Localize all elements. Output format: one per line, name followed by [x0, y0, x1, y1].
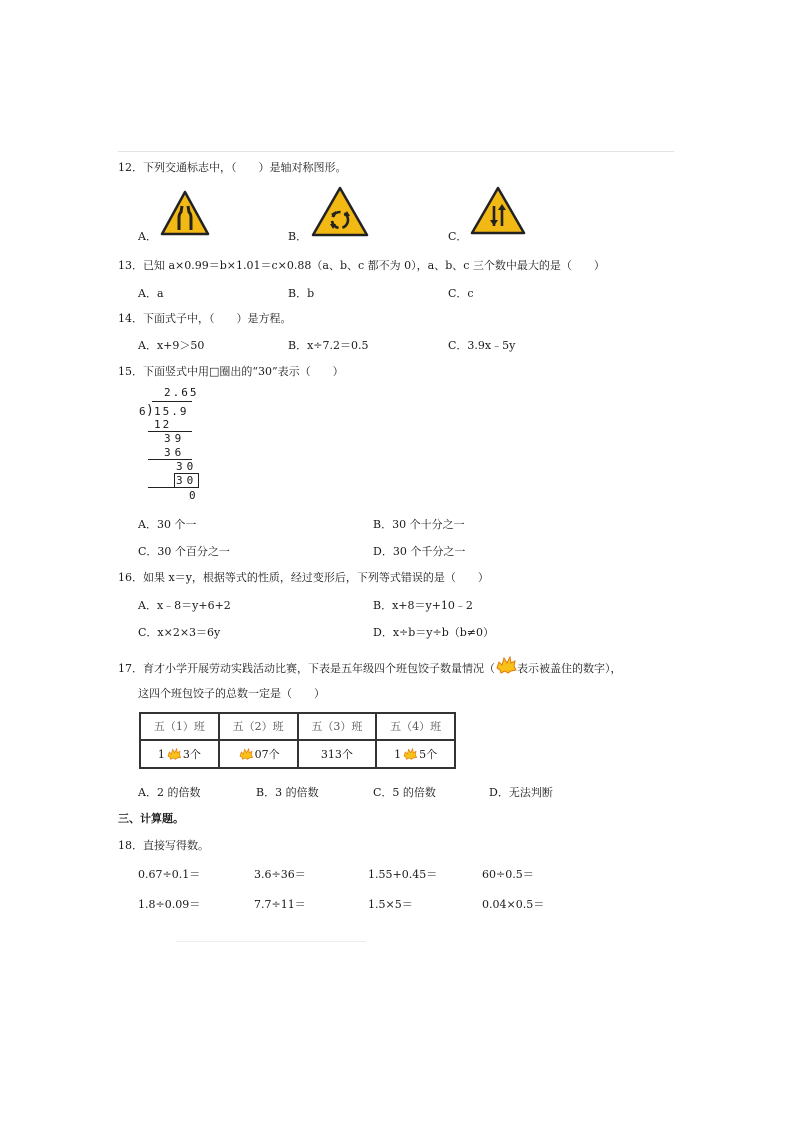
division-dividend: 15.9: [154, 405, 189, 418]
q13-stem: 13．已知 a×0.99＝b×1.01＝c×0.88（a、b、c 都不为 0），a、b、c 三个数中最大的是（ ）: [118, 259, 605, 272]
table-header: 五（4）班: [376, 713, 455, 740]
dumpling-table: [139, 712, 456, 769]
q14-option-a: A．x+9＞50: [138, 339, 205, 352]
q15-option-a: A．30 个一: [138, 518, 197, 531]
table-cell: 1 3个: [140, 740, 219, 768]
q15-option-c: C．30 个百分之一: [138, 545, 230, 558]
q17-option-a: A．2 的倍数: [138, 786, 201, 799]
q12-option-a-label: A．: [138, 230, 157, 243]
q14-option-b: B．x÷7.2＝0.5: [288, 339, 369, 352]
blot-icon: [401, 748, 419, 760]
table-cell: 313个: [298, 740, 377, 768]
blot-icon: [495, 656, 517, 674]
division-row: 39: [164, 432, 186, 445]
table-header-row: [140, 713, 455, 740]
division-rule: [148, 487, 194, 488]
division-bracket: ): [146, 403, 154, 418]
calc-item: 1.5×5＝: [368, 898, 413, 911]
blot-icon: [237, 748, 255, 760]
q16-option-b: B．x+8＝y+10﹣2: [373, 599, 473, 612]
calc-item: 3.6÷36＝: [254, 868, 306, 881]
q17-option-c: C．5 的倍数: [373, 786, 436, 799]
q14-stem: 14．下面式子中，（ ）是方程。: [118, 312, 292, 325]
q17-option-d: D．无法判断: [489, 786, 553, 799]
top-rule: [118, 151, 674, 152]
q15-option-b: B．30 个十分之一: [373, 518, 465, 531]
division-row: 12: [154, 418, 172, 431]
q13-option-b: B．b: [288, 287, 315, 300]
q12-option-b-label: B．: [288, 230, 308, 243]
long-division: [138, 386, 208, 506]
q18-stem: 18．直接写得数。: [118, 839, 209, 852]
q13-option-c: C．c: [448, 287, 474, 300]
q17-stem-a: 17．育才小学开展劳动实践活动比赛，下表是五年级四个班包饺子数量情况（: [118, 662, 495, 675]
bottom-rule: [176, 941, 366, 942]
division-quotient: 2.65: [164, 386, 199, 399]
q14-option-c: C．3.9x﹣5y: [448, 339, 516, 352]
table-header: 五（1）班: [140, 713, 219, 740]
table-cell: 07个: [219, 740, 298, 768]
calc-item: 0.67÷0.1＝: [138, 868, 201, 881]
table-row: [140, 740, 455, 768]
division-bar: [152, 401, 192, 402]
q17-stem-b: 表示被盖住的数字），: [517, 662, 622, 675]
calc-item: 7.7÷11＝: [254, 898, 306, 911]
two-way-traffic-sign-icon: [470, 186, 526, 239]
q16-option-d: D．x÷b＝y÷b（b≠0）: [373, 626, 495, 639]
narrowing-road-sign-icon: [160, 190, 210, 239]
table-header: 五（2）班: [219, 713, 298, 740]
division-row: 30: [176, 460, 198, 473]
q12-stem: 12．下列交通标志中，（ ）是轴对称图形。: [118, 161, 347, 174]
q16-stem: 16．如果 x＝y，根据等式的性质，经过变形后，下列等式错误的是（ ）: [118, 571, 489, 584]
q15-option-d: D．30 个千分之一: [373, 545, 466, 558]
q17-stem-c: 这四个班包饺子的总数一定是（ ）: [138, 687, 325, 700]
q15-stem: 15．下面竖式中用□圈出的“30”表示（ ）: [118, 365, 344, 378]
calc-item: 0.04×0.5＝: [482, 898, 545, 911]
q16-option-a: A．x﹣8＝y+6+2: [138, 599, 231, 612]
q13-option-a: A．a: [138, 287, 164, 300]
division-row: 36: [164, 446, 186, 459]
calc-item: 60÷0.5＝: [482, 868, 534, 881]
q17-stem-line1: [118, 660, 622, 676]
table-cell: 1 5个: [376, 740, 455, 768]
calc-item: 1.55+0.45＝: [368, 868, 438, 881]
division-row-boxed: 30: [176, 474, 198, 487]
division-divisor: 6: [139, 405, 146, 418]
section-title: 三、计算题。: [118, 812, 184, 825]
q12-option-c-label: C．: [448, 230, 468, 243]
q17-option-b: B．3 的倍数: [256, 786, 319, 799]
roundabout-sign-icon: [311, 186, 369, 241]
q16-option-c: C．x×2×3＝6y: [138, 626, 221, 639]
table-header: 五（3）班: [298, 713, 377, 740]
division-remainder: 0: [189, 489, 196, 502]
calc-item: 1.8÷0.09＝: [138, 898, 201, 911]
blot-icon: [165, 748, 183, 760]
